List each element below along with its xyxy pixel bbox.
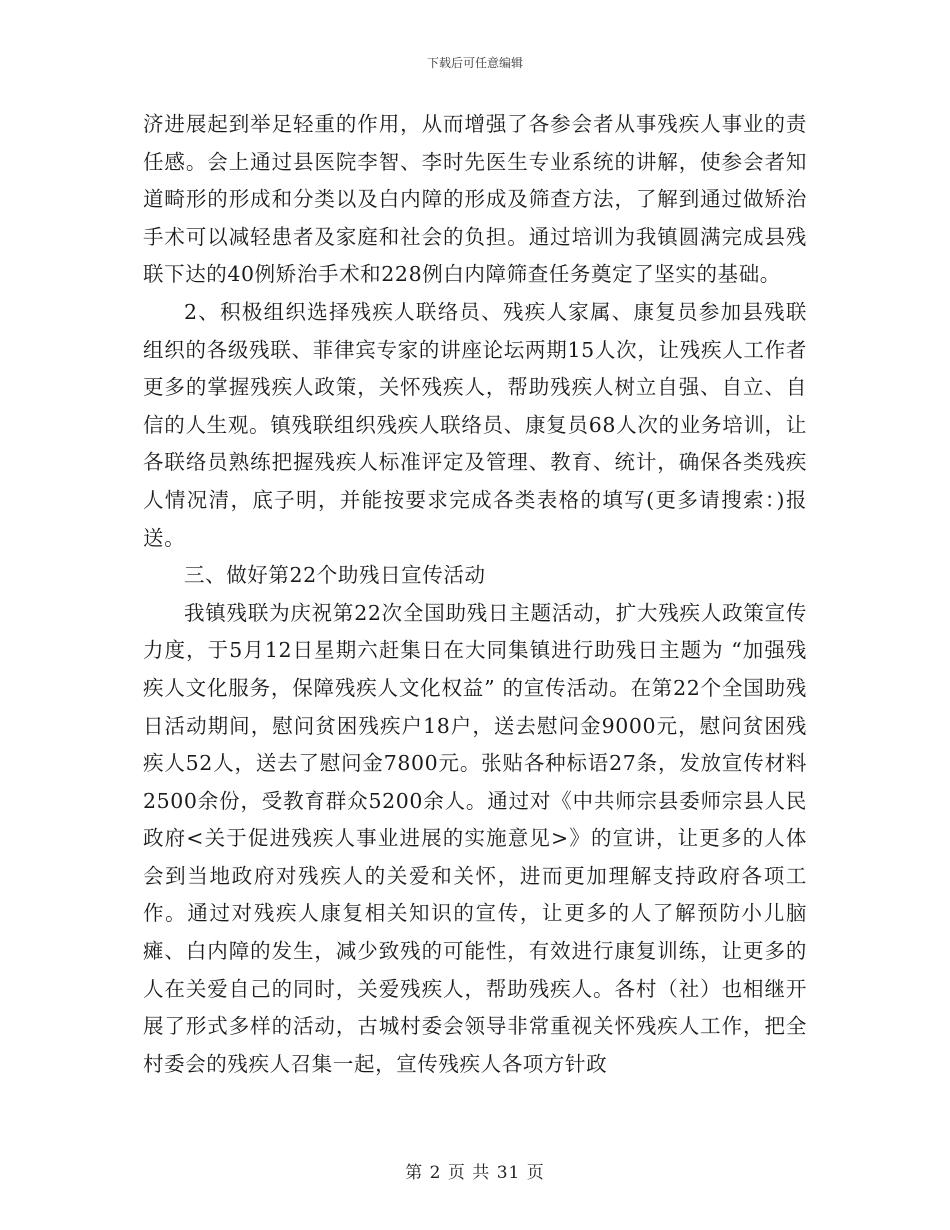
document-body (143, 106, 807, 1083)
paragraph-continuation: 济进展起到举足轻重的作用，从而增强了各参会者从事残疾人事业的责任感。会上通过县医院李智、李时先医生专业系统的讲解，使参会者知道畸形的形成和分类以及白内障的形成及筛查方法，了解到通过做矫治手术可以减轻患者及家庭和社会的负担。通过培训为我镇圆满完成县残联下达的40例矫治手术和228例白内障筛查任务奠定了坚实的基础。 (143, 112, 807, 287)
section-heading: 三、做好第22个助残日宣传活动 (184, 563, 486, 588)
page-number: 第 2 页 共 31 页 (405, 1163, 545, 1183)
paragraph-disability-day: 我镇残联为庆祝第22次全国助残日主题活动，扩大残疾人政策宣传力度，于5月12日星期六赶集日在大同集镇进行助残日主题为 “加强残疾人文化服务，保障残疾人文化权益” 的宣传活动。在第22个全国助残日活动期间，慰问贫困残疾户18户，送去慰问金9000元，慰问贫困残疾人52人，送去了慰问金7800元。张贴各种标语27条，发放宣传材料2500余份，受教育群众5200余人。通过对《中共师宗县委师宗县人民政府<关于促进残疾人事业进展的实施意见>》的宣讲，让更多的人体会到当地政府对残疾人的关爱和关怀，进而更加理解支持政府各项工作。通过对残疾人康复相关知识的宣传，让更多的人了解预防小儿脑瘫、白内障的发生，减少致残的可能性，有效进行康复训练，让更多的人在关爱自己的同时，关爱残疾人，帮助残疾人。各村（社）也相继开展了形式多样的活动，古城村委会领导非常重视关怀残疾人工作，把全村委会的残疾人召集一起，宣传残疾人各项方针政 (143, 600, 807, 1076)
paragraph-item-2: 2、积极组织选择残疾人联络员、残疾人家属、康复员参加县残联组织的各级残联、菲律宾专家的讲座论坛两期15人次，让残疾人工作者更多的掌握残疾人政策，关怀残疾人，帮助残疾人树立自强、自立、自信的人生观。镇残联组织残疾人联络员、康复员68人次的业务培训，让各联络员熟练把握残疾人标准评定及管理、教育、统计，确保各类残疾人情况清，底子明，并能按要求完成各类表格的填写(更多请搜索：)报送。 (143, 299, 807, 550)
page-header: 下载后可任意编辑 (426, 56, 523, 70)
